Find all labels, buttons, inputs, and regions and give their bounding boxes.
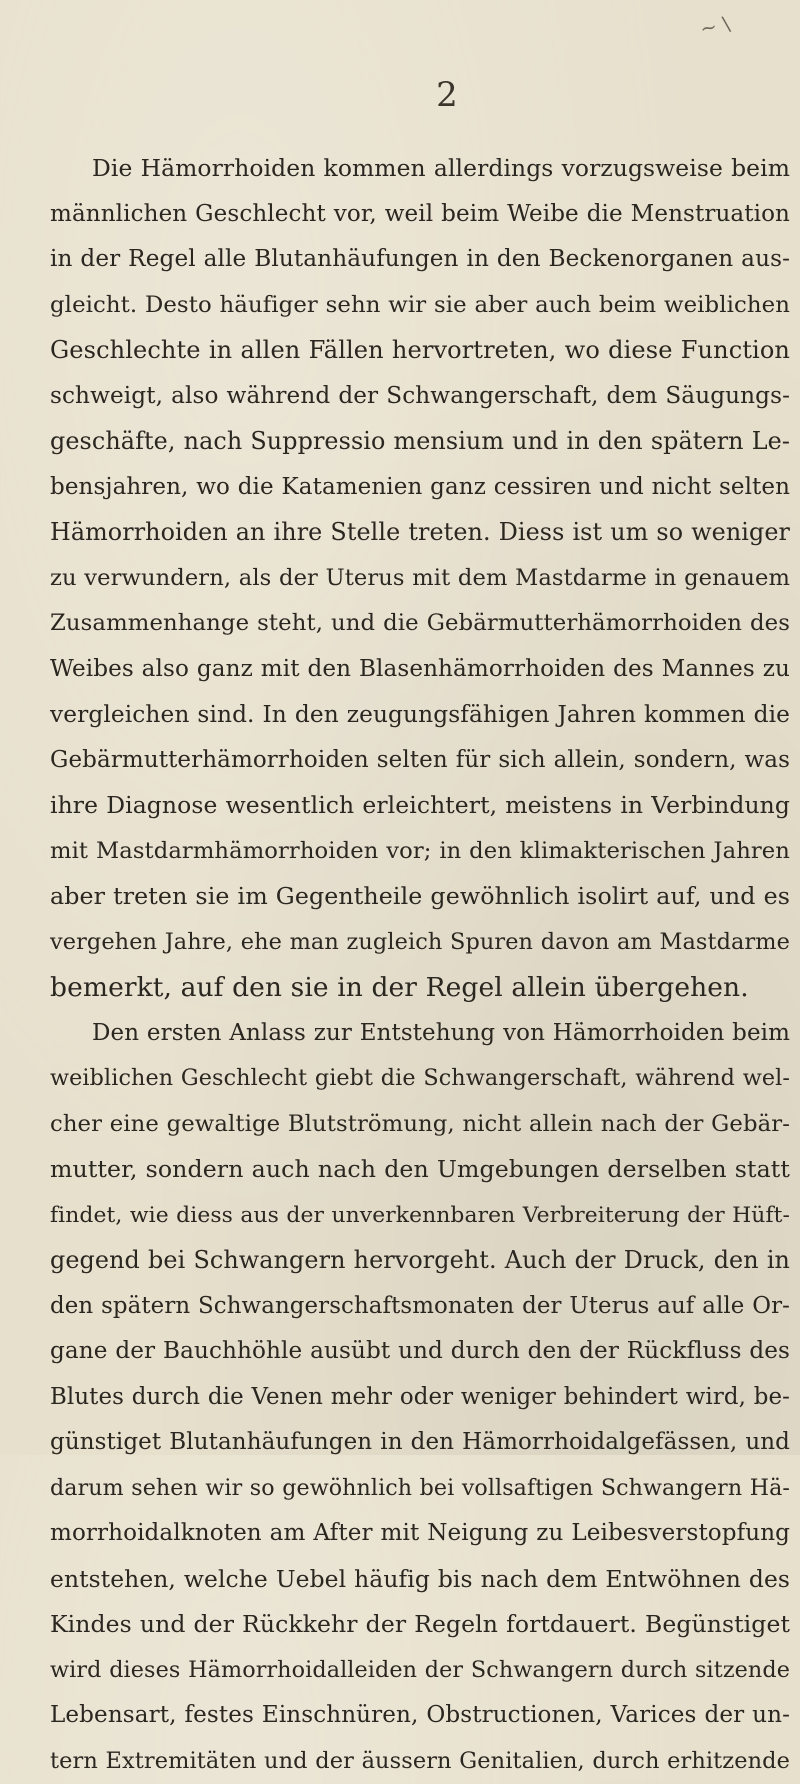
text-line: Lebensart, festes Einschnüren, Obstructionen, Varices der un-	[50, 1693, 790, 1739]
text-line: Geschlechte in allen Fällen hervortreten, wo diese Function	[50, 328, 790, 374]
text-line: schweigt, also während der Schwangerschaft, dem Säugungs-	[50, 374, 790, 420]
text-line: Den ersten Anlass zur Entstehung von Hämorrhoiden beim	[50, 1011, 790, 1057]
text-line: mit Mastdarmhämorrhoiden vor; in den klimakterischen Jahren	[50, 829, 790, 875]
text-line: weiblichen Geschlecht giebt die Schwangerschaft, während wel-	[50, 1056, 790, 1102]
text-line: in der Regel alle Blutanhäufungen in den Beckenorganen aus-	[50, 237, 790, 283]
text-line: günstiget Blutanhäufungen in den Hämorrhoidalgefässen, und	[50, 1420, 790, 1466]
text-line: wird dieses Hämorrhoidalleiden der Schwangern durch sitzende	[50, 1648, 790, 1694]
corner-mark: ~ \	[698, 11, 732, 41]
text-line: zu verwundern, als der Uterus mit dem Mastdarme in genauem	[50, 556, 790, 602]
text-line: bensjahren, wo die Katamenien ganz cessiren und nicht selten	[50, 465, 790, 511]
text-line: Weibes also ganz mit den Blasenhämorrhoiden des Mannes zu	[50, 647, 790, 693]
text-line: Blutes durch die Venen mehr oder weniger behindert wird, be-	[50, 1375, 790, 1421]
text-line: gegend bei Schwangern hervorgeht. Auch der Druck, den in	[50, 1238, 790, 1284]
text-line: ihre Diagnose wesentlich erleichtert, meistens in Verbindung	[50, 783, 790, 829]
text-line: vergleichen sind. In den zeugungsfähigen Jahren kommen die	[50, 692, 790, 738]
text-line: mutter, sondern auch nach den Umgebungen derselben statt	[50, 1147, 790, 1193]
text-line: aber treten sie im Gegentheile gewöhnlich isolirt auf, und es	[50, 874, 790, 920]
text-line: findet, wie diess aus der unverkennbaren Verbreiterung der Hüft-	[50, 1193, 790, 1239]
text-line: darum sehen wir so gewöhnlich bei vollsaftigen Schwangern Hä-	[50, 1466, 790, 1512]
text-line: tern Extremitäten und der äussern Genitalien, durch erhitzende	[50, 1739, 790, 1784]
text-line: Zusammenhange steht, und die Gebärmutterhämorrhoiden des	[50, 601, 790, 647]
text-line: Kindes und der Rückkehr der Regeln fortdauert. Begünstiget	[50, 1602, 790, 1648]
text-line: morrhoidalknoten am After mit Neigung zu Leibesverstopfung	[50, 1511, 790, 1557]
body-text	[50, 146, 790, 1784]
text-line: gane der Bauchhöhle ausübt und durch den der Rückfluss des	[50, 1329, 790, 1375]
text-line: männlichen Geschlecht vor, weil beim Weibe die Menstruation	[50, 192, 790, 238]
text-line: cher eine gewaltige Blutströmung, nicht allein nach der Gebär-	[50, 1102, 790, 1148]
text-line: geschäfte, nach Suppressio mensium und in den spätern Le-	[50, 419, 790, 465]
text-line: vergehen Jahre, ehe man zugleich Spuren davon am Mastdarme	[50, 920, 790, 966]
text-line: gleicht. Desto häufiger sehn wir sie aber auch beim weiblichen	[50, 283, 790, 329]
text-line: Gebärmutterhämorrhoiden selten für sich allein, sondern, was	[50, 738, 790, 784]
text-line: Die Hämorrhoiden kommen allerdings vorzugsweise beim	[50, 146, 790, 192]
text-line: Hämorrhoiden an ihre Stelle treten. Diess ist um so weniger	[50, 510, 790, 556]
text-line: den spätern Schwangerschaftsmonaten der Uterus auf alle Or-	[50, 1284, 790, 1330]
page-number: 2	[432, 78, 462, 112]
text-line: entstehen, welche Uebel häufig bis nach dem Entwöhnen des	[50, 1557, 790, 1603]
text-line: bemerkt, auf den sie in der Regel allein übergehen.	[50, 965, 790, 1011]
